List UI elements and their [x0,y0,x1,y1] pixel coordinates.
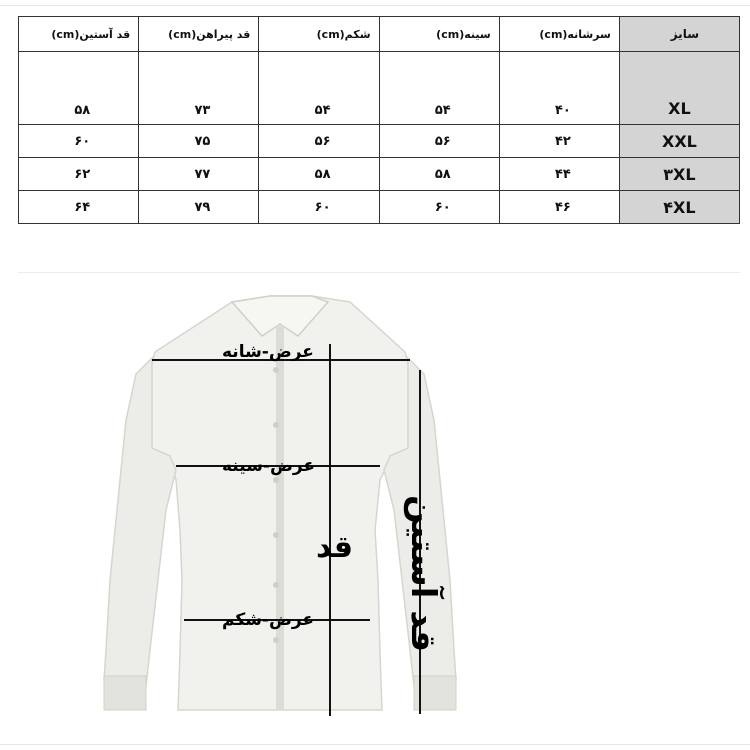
shirt-length-cell: ۷۳ [139,52,259,125]
chest-cell: ۵۸ [379,158,499,191]
shirt-length-cell: ۷۵ [139,125,259,158]
shoulder-cell: ۴۰ [499,52,619,125]
shirt-illustration [0,280,750,740]
belly-cell: ۵۸ [259,158,379,191]
shirt-button [273,637,279,643]
shirt-button [273,582,279,588]
sleeve-length-cell: ۶۲ [19,158,139,191]
chest-cell: ۶۰ [379,191,499,224]
shoulder-width-label: عرض-شانه [222,342,314,362]
shirt-button [273,532,279,538]
size-cell: XXL [619,125,739,158]
shirt-button [273,367,279,373]
sleeve-length-cell: ۶۴ [19,191,139,224]
chest-cell: ۵۴ [379,52,499,125]
section-divider [18,272,740,273]
size-chart-table [18,16,740,224]
chest-width-label: عرض-سینه [222,456,316,476]
table-row [19,125,740,158]
sleeve-length-label: قد آستین [403,495,443,653]
header-belly: شکم(cm) [259,17,379,52]
shirt-button [273,422,279,428]
shirt-length-label: قد [316,530,353,565]
bottom-divider [0,744,750,745]
header-size: سایز [619,17,739,52]
shirt-length-cell: ۷۹ [139,191,259,224]
header-chest: سینه(cm) [379,17,499,52]
header-sleeve-length: قد آستین(cm) [19,17,139,52]
belly-width-label: عرض-شکم [222,610,315,630]
shirt-button [273,477,279,483]
table-header-row [19,17,740,52]
belly-cell: ۵۴ [259,52,379,125]
chest-cell: ۵۶ [379,125,499,158]
belly-cell: ۶۰ [259,191,379,224]
sleeve-length-cell: ۵۸ [19,52,139,125]
header-shoulder: سرشانه(cm) [499,17,619,52]
size-cell: ۴XL [619,191,739,224]
shirt-left-cuff [104,676,146,710]
header-shirt-length: قد پیراهن(cm) [139,17,259,52]
shoulder-cell: ۴۴ [499,158,619,191]
shoulder-cell: ۴۲ [499,125,619,158]
table-row [19,191,740,224]
shirt-measurement-diagram [0,280,750,740]
top-divider [0,5,750,6]
shoulder-cell: ۴۶ [499,191,619,224]
size-cell: XL [619,52,739,125]
shirt-length-cell: ۷۷ [139,158,259,191]
belly-cell: ۵۶ [259,125,379,158]
size-cell: ۳XL [619,158,739,191]
table-row [19,158,740,191]
table-row [19,52,740,125]
sleeve-length-cell: ۶۰ [19,125,139,158]
